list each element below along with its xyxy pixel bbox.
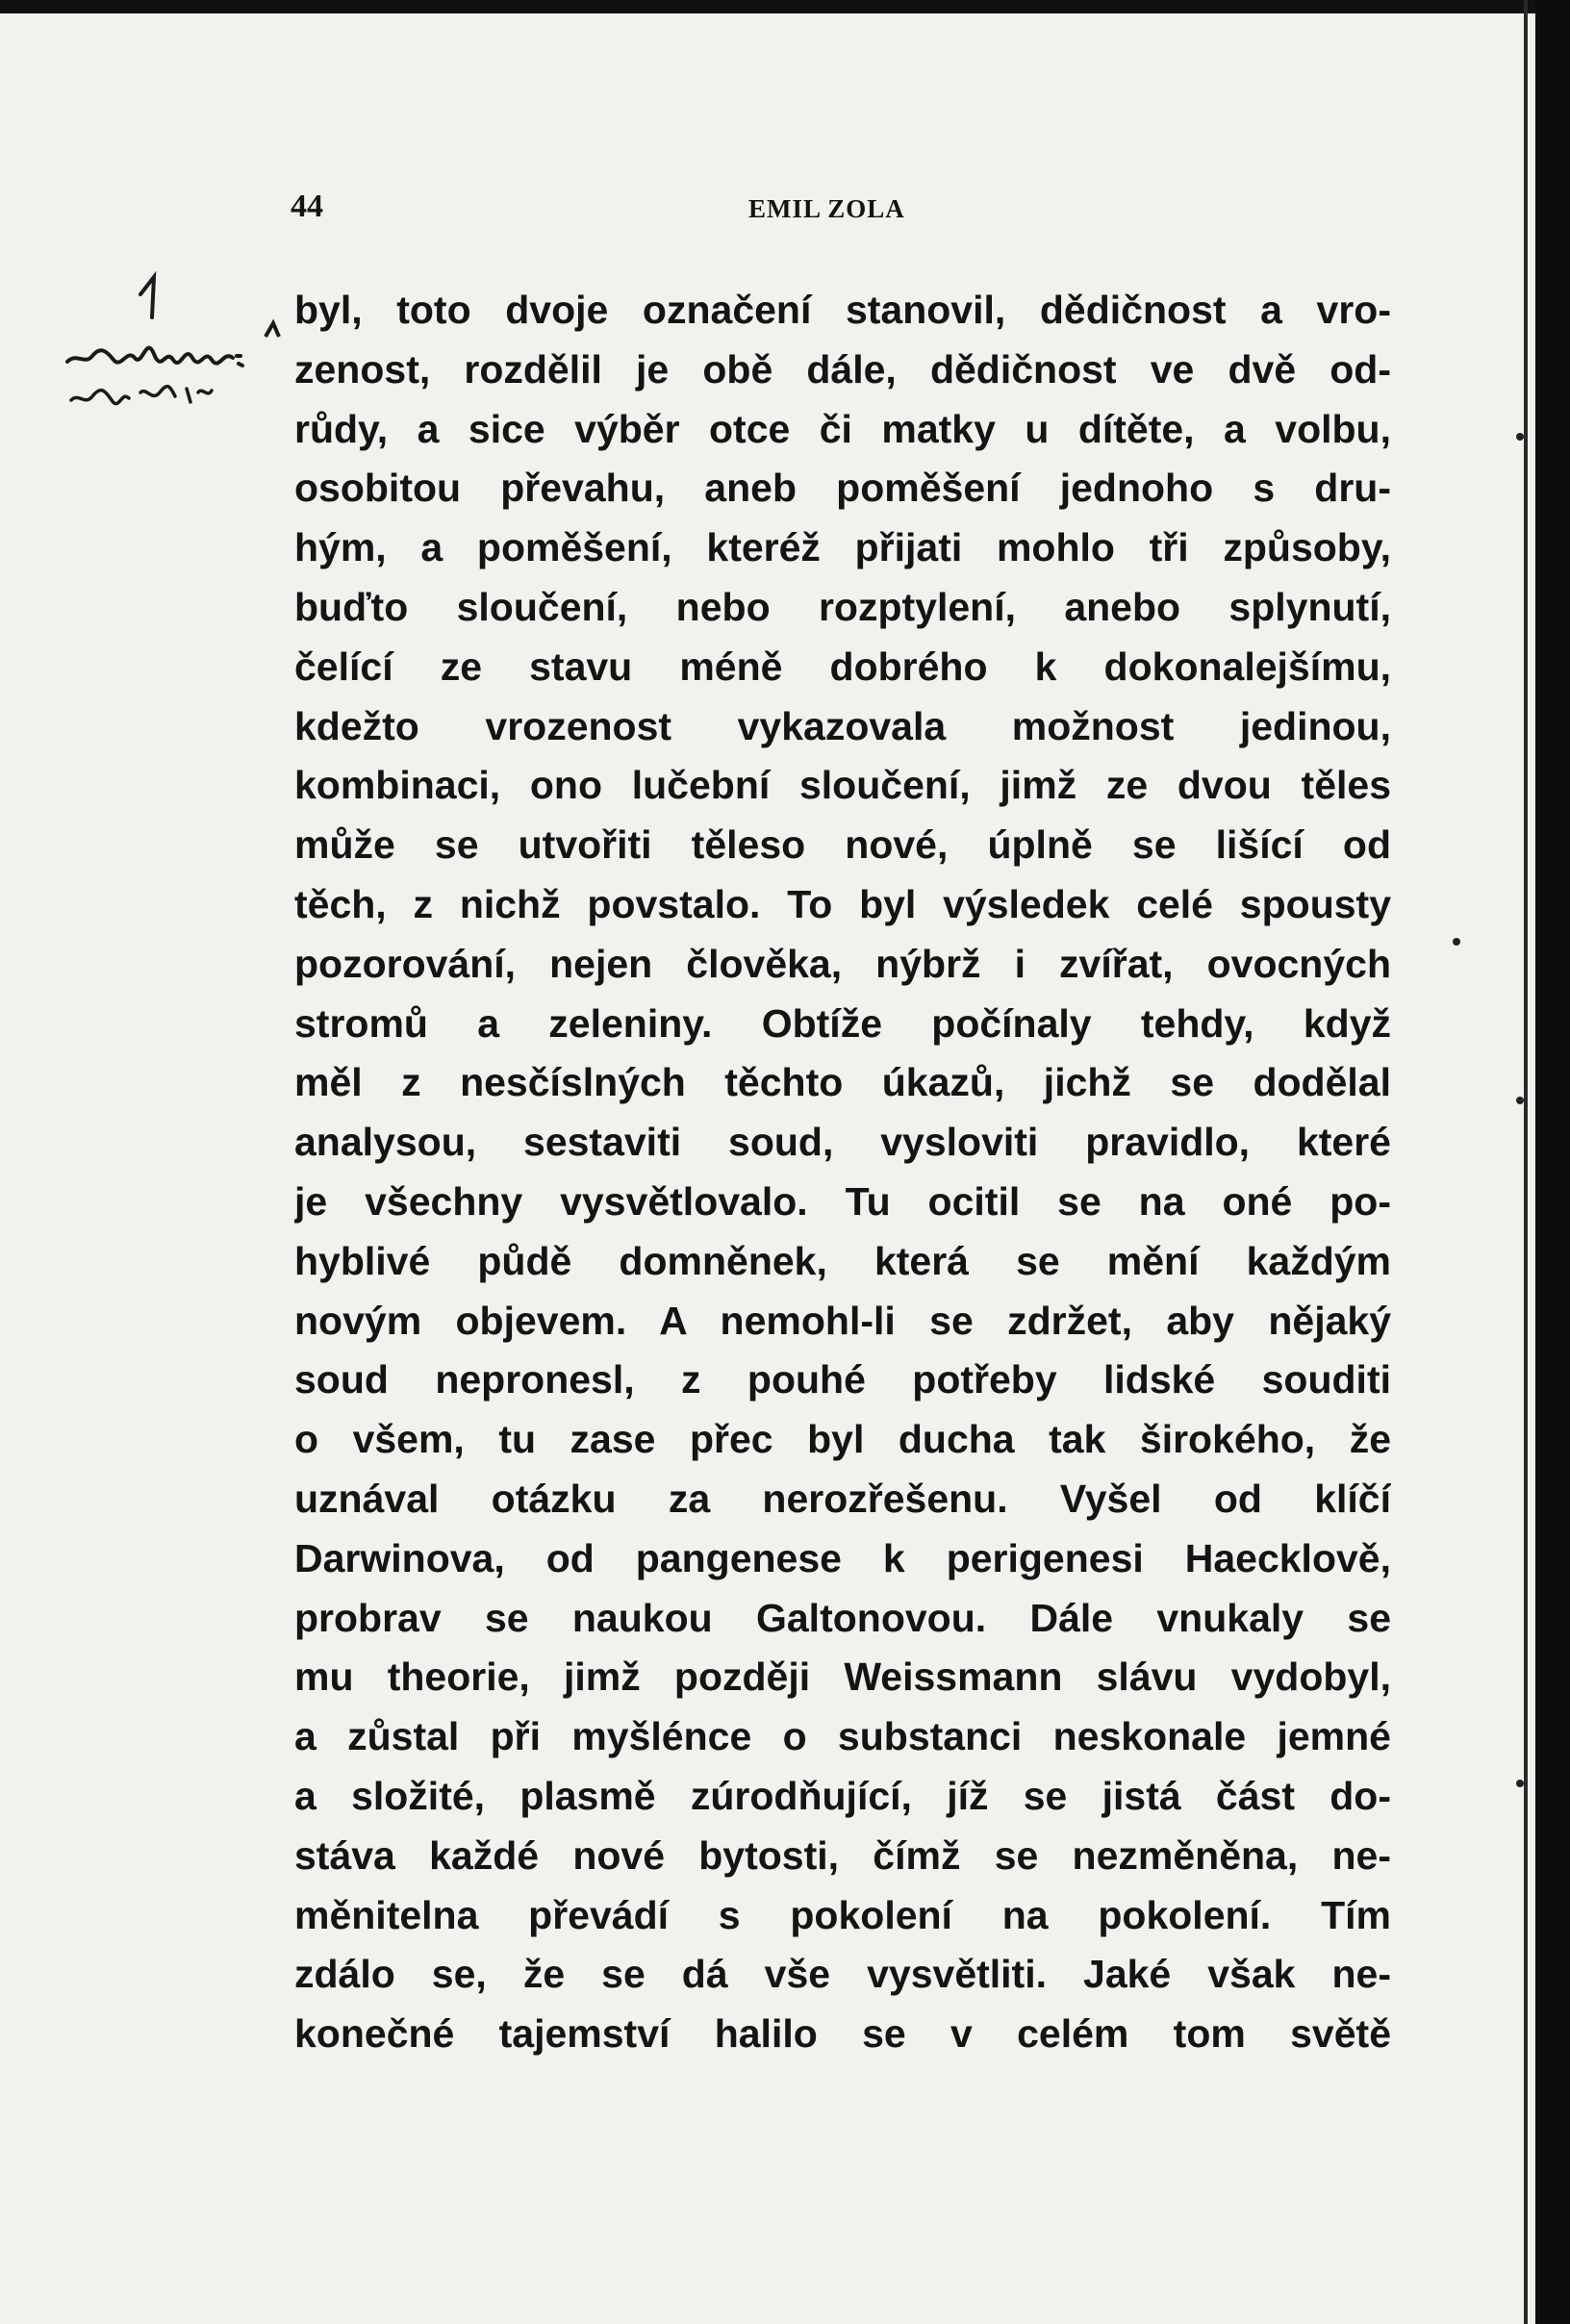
text-line: kombinaci, ono lučební sloučení, jimž ze dvou těles [294,763,1391,808]
text-line: analysou, sestaviti soud, vysloviti pravidlo, které [294,1120,1391,1165]
text-line: těch, z nichž povstalo. To byl výsledek celé spousty [294,881,1391,926]
scan-border-right [1535,0,1570,2324]
text-line: čelící ze stavu méně dobrého k dokonalejšímu, [294,644,1391,689]
text-line: buďto sloučení, nebo rozptylení, anebo splynutí, [294,584,1391,629]
handwritten-annotation [58,267,289,460]
text-line: mu theorie, jimž později Weissmann slávu vydobyl, [294,1655,1391,1700]
text-line: soud nepronesl, z pouhé potřeby lidské souditi [294,1357,1391,1402]
scan-speck [1453,938,1460,946]
text-line: probrav se naukou Galtonovou. Dále vnukaly se [294,1595,1391,1640]
text-line: zenost, rozdělil je obě dále, dědičnost ve dvě od- [294,346,1391,392]
scan-speck [1516,1097,1524,1104]
text-line: konečné tajemství halilo se v celém tom světě [294,2011,1391,2057]
text-line: hyblivé půdě domněnek, která se mění každým [294,1238,1391,1283]
text-line: byl, toto dvoje označení stanovil, dědičnost a vro- [294,288,1391,332]
text-line: může se utvořiti těleso nové, úplně se lišící od [294,822,1391,868]
text-line: stromů a zeleniny. Obtíže počínaly tehdy, když [294,1000,1391,1046]
text-line: zdálo se, že se dá vše vysvětliti. Jaké však ne- [294,1952,1391,1997]
text-line: Darwinova, od pangenese k perigenesi Haecklově, [294,1535,1391,1580]
text-line: uznával otázku za nerozřešenu. Vyšel od klíčí [294,1476,1391,1521]
scan-border-top [0,0,1570,13]
body-text [294,281,1391,2064]
text-line: stáva každé nové bytosti, čímž se nezměněna, ne- [294,1832,1391,1878]
scan-speck [1516,1780,1524,1787]
text-line: osobitou převahu, aneb poměšení jednoho s dru- [294,466,1391,511]
text-line: růdy, a sice výběr otce či matky u dítěte, a volbu, [294,406,1391,451]
page-header [291,189,1397,227]
scan-border-line [1524,0,1528,2324]
text-line: měl z nesčíslných těchto úkazů, jichž se dodělal [294,1060,1391,1105]
text-line: a složité, plasmě zúrodňující, jíž se jistá část do- [294,1773,1391,1818]
text-line: hým, a poměšení, kteréž přijati mohlo tři způsoby, [294,525,1391,570]
text-line: a zůstal při myšlénce o substanci neskonale jemné [294,1714,1391,1759]
running-head: EMIL ZOLA [748,194,905,223]
text-line: měnitelna převádí s pokolení na pokolení. Tím [294,1892,1391,1937]
text-line: o všem, tu zase přec byl ducha tak širokého, že [294,1417,1391,1462]
page-number: 44 [291,189,323,224]
text-line: kdežto vrozenost vykazovala možnost jedinou, [294,703,1391,748]
text-line: je všechny vysvětlovalo. Tu ocitil se na oné po- [294,1178,1391,1224]
text-line: novým objevem. A nemohl-li se zdržet, aby nějaký [294,1298,1391,1343]
scan-speck [1516,433,1524,441]
text-line: pozorování, nejen člověka, nýbrž i zvířat, ovocných [294,941,1391,986]
